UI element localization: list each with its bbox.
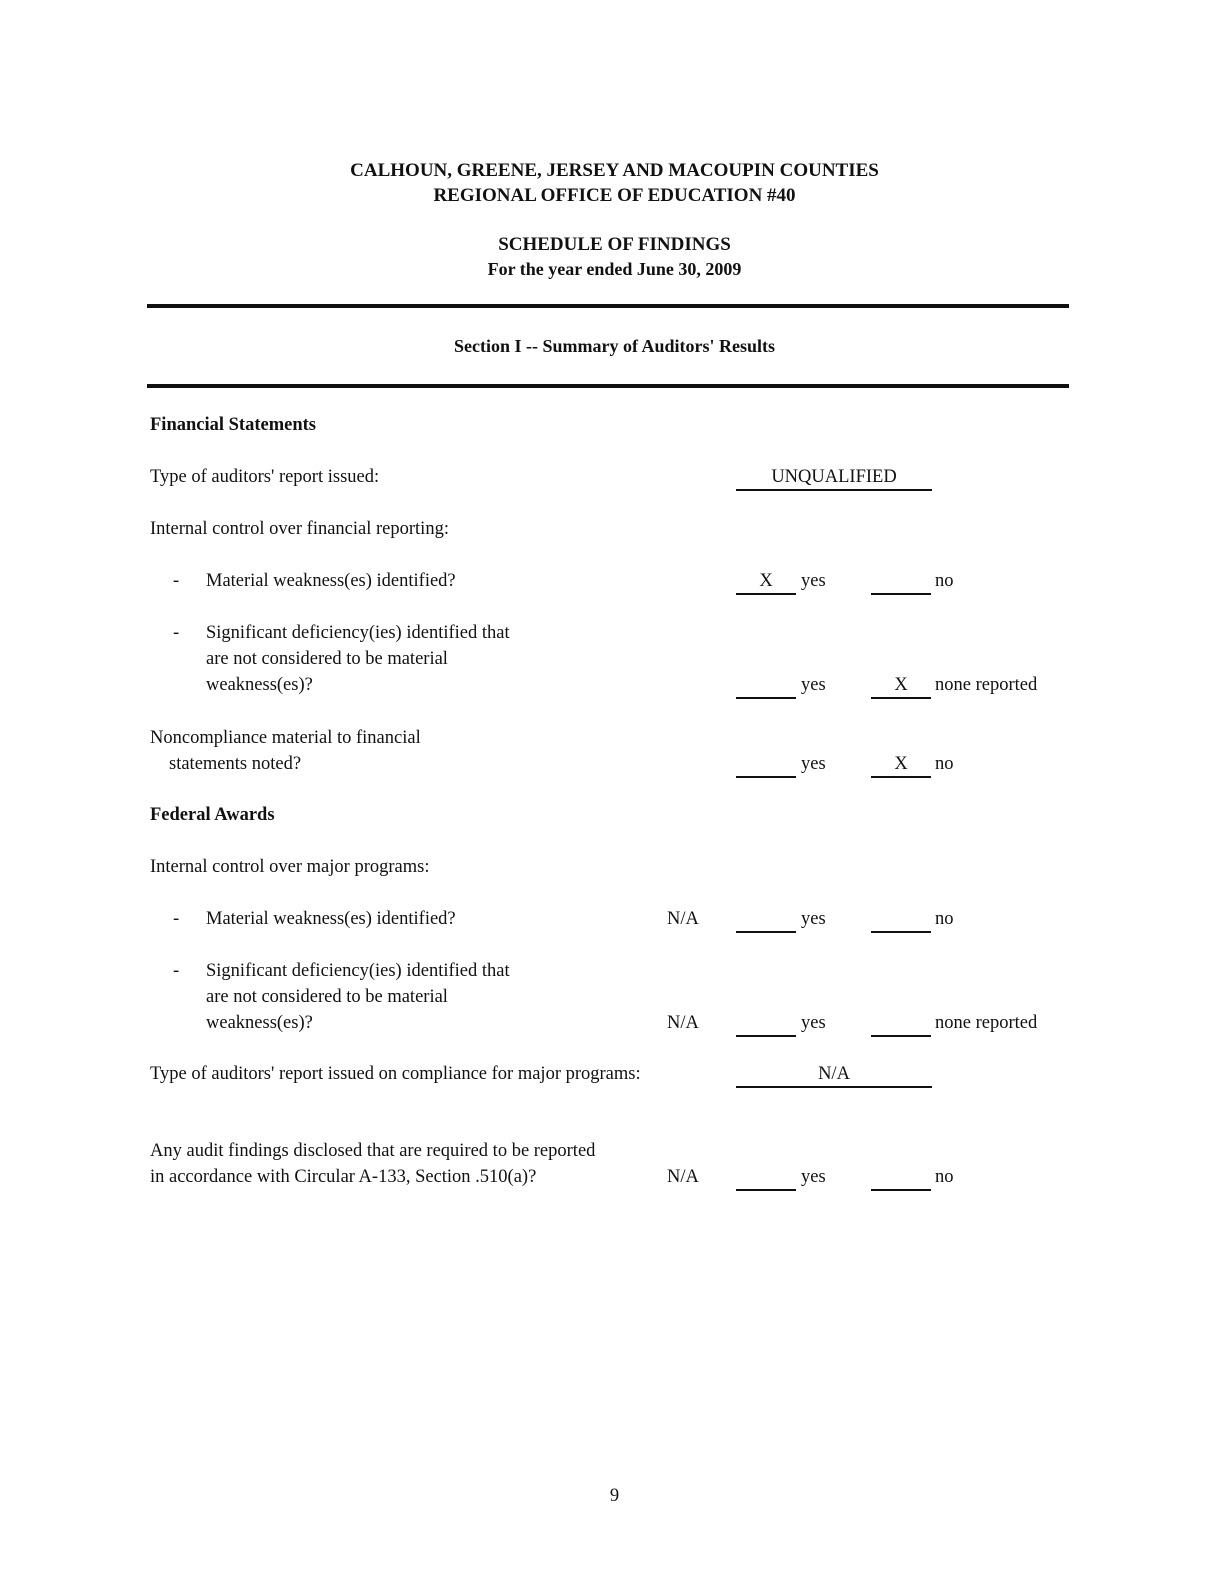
section-title: Section I -- Summary of Auditors' Results [453,336,775,356]
fa-sig-def-label-2: are not considered to be material [206,987,448,1007]
fs-sd-yes-blank[interactable] [736,675,796,699]
document-subtitle: For the year ended June 30, 2009 [487,259,742,279]
fa-mw-na: N/A [667,909,699,929]
fs-sig-def-label-2: are not considered to be material [206,649,448,669]
fa-sig-def-label-1: Significant deficiency(ies) identified that [206,961,510,981]
bullet-dash: - [173,623,180,643]
audit-findings-label-2: in accordance with Circular A-133, Section .510(a)? [150,1167,537,1187]
fa-mw-yes-blank[interactable] [736,909,796,933]
af-yes-blank[interactable] [736,1167,796,1191]
compliance-report-value: N/A [736,1064,932,1088]
fs-sd-none-blank[interactable]: X [871,675,931,699]
noncompliance-label-2: statements noted? [169,754,302,774]
office-name: REGIONAL OFFICE OF EDUCATION #40 [433,185,796,206]
fs-sig-def-label-3: weakness(es)? [206,675,313,695]
af-no-label: no [935,1167,954,1187]
nc-yes-blank[interactable] [736,754,796,778]
noncompliance-label-1: Noncompliance material to financial [150,728,421,748]
fs-sd-none-label: none reported [935,675,1038,695]
fs-mw-yes-blank[interactable]: X [736,571,796,595]
fa-sd-na: N/A [667,1013,699,1033]
financial-statements-heading: Financial Statements [150,415,316,435]
fa-mw-yes-label: yes [801,909,826,929]
top-rule [147,304,1069,308]
bullet-dash: - [173,909,180,929]
fa-sd-yes-label: yes [801,1013,826,1033]
fs-sd-yes-label: yes [801,675,826,695]
audit-findings-na: N/A [667,1167,699,1187]
fa-material-weakness-label: Material weakness(es) identified? [206,909,456,929]
fs-internal-control-label: Internal control over financial reporting: [150,519,449,539]
fs-mw-no-blank[interactable] [871,571,931,595]
fa-sd-none-blank[interactable] [871,1013,931,1037]
af-yes-label: yes [801,1167,826,1187]
nc-no-blank[interactable]: X [871,754,931,778]
nc-no-label: no [935,754,954,774]
entity-name: CALHOUN, GREENE, JERSEY AND MACOUPIN COUNTIES [350,160,879,181]
fa-mw-no-label: no [935,909,954,929]
fs-material-weakness-label: Material weakness(es) identified? [206,571,456,591]
audit-findings-label-1: Any audit findings disclosed that are required to be reported [150,1141,596,1161]
bottom-rule [147,384,1069,388]
fa-sd-yes-blank[interactable] [736,1013,796,1037]
fa-internal-control-label: Internal control over major programs: [150,857,430,877]
bullet-dash: - [173,571,180,591]
fs-mw-no-label: no [935,571,954,591]
af-no-blank[interactable] [871,1167,931,1191]
fs-mw-yes-label: yes [801,571,826,591]
page-number: 9 [609,1486,620,1506]
fa-sig-def-label-3: weakness(es)? [206,1013,313,1033]
document-title: SCHEDULE OF FINDINGS [498,234,731,255]
report-type-value: UNQUALIFIED [736,467,932,491]
report-type-label: Type of auditors' report issued: [150,467,380,487]
federal-awards-heading: Federal Awards [150,805,275,825]
bullet-dash: - [173,961,180,981]
fa-mw-no-blank[interactable] [871,909,931,933]
compliance-report-label: Type of auditors' report issued on compliance for major programs: [150,1064,641,1084]
fs-sig-def-label-1: Significant deficiency(ies) identified that [206,623,510,643]
nc-yes-label: yes [801,754,826,774]
fa-sd-none-label: none reported [935,1013,1038,1033]
